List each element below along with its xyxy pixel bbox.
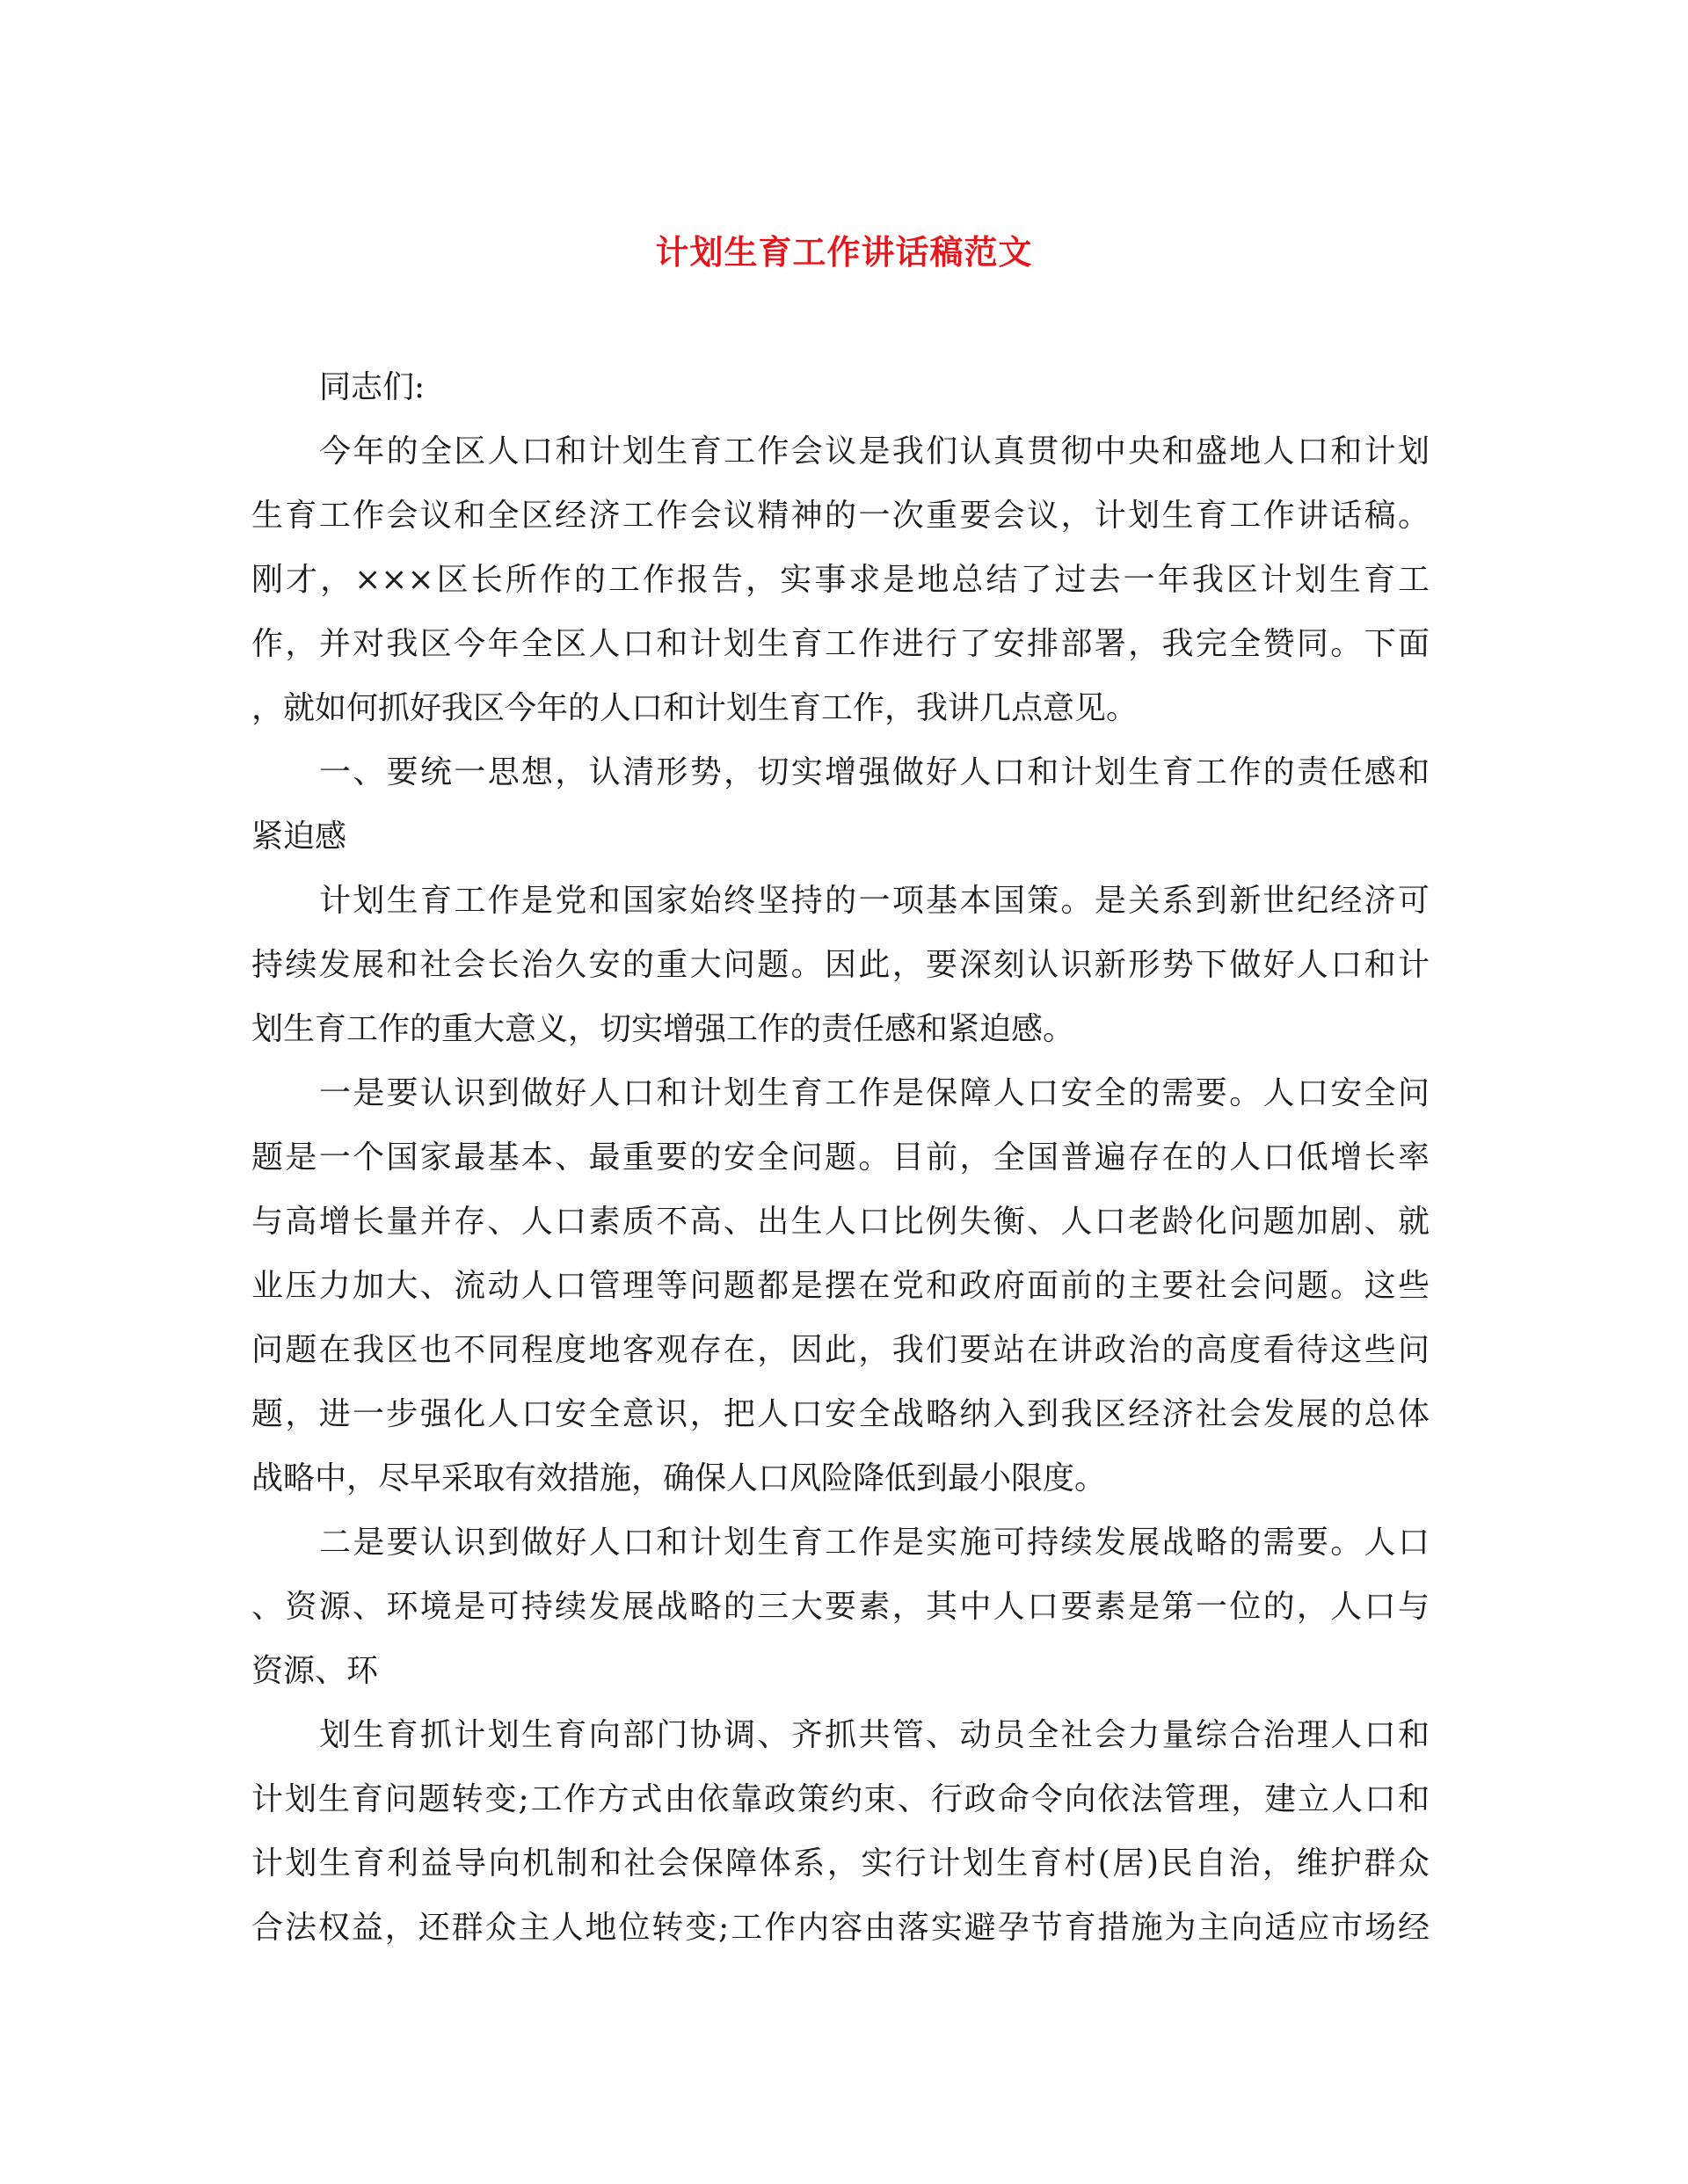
body-line: 题，进一步强化人口安全意识，把人口安全战略纳入到我区经济社会发展的总体 [251,1396,1430,1432]
body-line: 一、要统一思想，认清形势，切实增强做好人口和计划生育工作的责任感和 [319,754,1430,790]
body-line: 今年的全区人口和计划生育工作会议是我们认真贯彻中央和盛地人口和计划 [319,433,1430,470]
body-line: 生育工作会议和全区经济工作会议精神的一次重要会议，计划生育工作讲话稿。 [251,498,1430,534]
body-line: 紧迫感 [251,819,347,855]
body-line: ，就如何抓好我区今年的人口和计划生育工作，我讲几点意见。 [251,690,1139,726]
body-line: 题是一个国家最基本、最重要的安全问题。目前，全国普遍存在的人口低增长率 [251,1139,1430,1176]
body-line: 划生育抓计划生育向部门协调、齐抓共管、动员全社会力量综合治理人口和 [319,1717,1430,1753]
body-line: 计划生育问题转变;工作方式由依靠政策约束、行政命令向依法管理，建立人口和 [251,1781,1430,1817]
body-line: 二是要认识到做好人口和计划生育工作是实施可持续发展战略的需要。人口 [319,1525,1430,1561]
body-line: 刚才，×××区长所作的工作报告，实事求是地总结了过去一年我区计划生育工 [251,562,1430,598]
body-line: 问题在我区也不同程度地客观存在，因此，我们要站在讲政治的高度看待这些问 [251,1332,1430,1368]
body-line: 、资源、环境是可持续发展战略的三大要素，其中人口要素是第一位的，人口与 [251,1589,1430,1625]
body-line: 与高增长量并存、人口素质不高、出生人口比例失衡、人口老龄化问题加剧、就 [251,1204,1430,1240]
body-line: 计划生育利益导向机制和社会保障体系，实行计划生育村(居)民自治，维护群众 [251,1845,1430,1882]
body-line: 战略中，尽早采取有效措施，确保人口风险降低到最小限度。 [251,1460,1107,1496]
body-line: 同志们: [319,369,426,405]
body-line: 合法权益，还群众主人地位转变;工作内容由落实避孕节育措施为主向适应市场经 [251,1910,1430,1946]
body-line: 划生育工作的重大意义，切实增强工作的责任感和紧迫感。 [251,1011,1075,1047]
body-line: 业压力加大、流动人口管理等问题都是摆在党和政府面前的主要社会问题。这些 [251,1268,1430,1304]
body-line: 持续发展和社会长治久安的重大问题。因此，要深刻认识新形势下做好人口和计 [251,947,1430,983]
body-line: 资源、环 [251,1653,379,1689]
body-line: 一是要认识到做好人口和计划生育工作是保障人口安全的需要。人口安全问 [319,1075,1430,1111]
document-body [251,355,1430,1960]
body-line: 计划生育工作是党和国家始终坚持的一项基本国策。是关系到新世纪经济可 [319,883,1430,919]
document-title: 计划生育工作讲话稿范文 [655,232,1033,272]
body-line: 作，并对我区今年全区人口和计划生育工作进行了安排部署，我完全赞同。下面 [251,626,1430,662]
